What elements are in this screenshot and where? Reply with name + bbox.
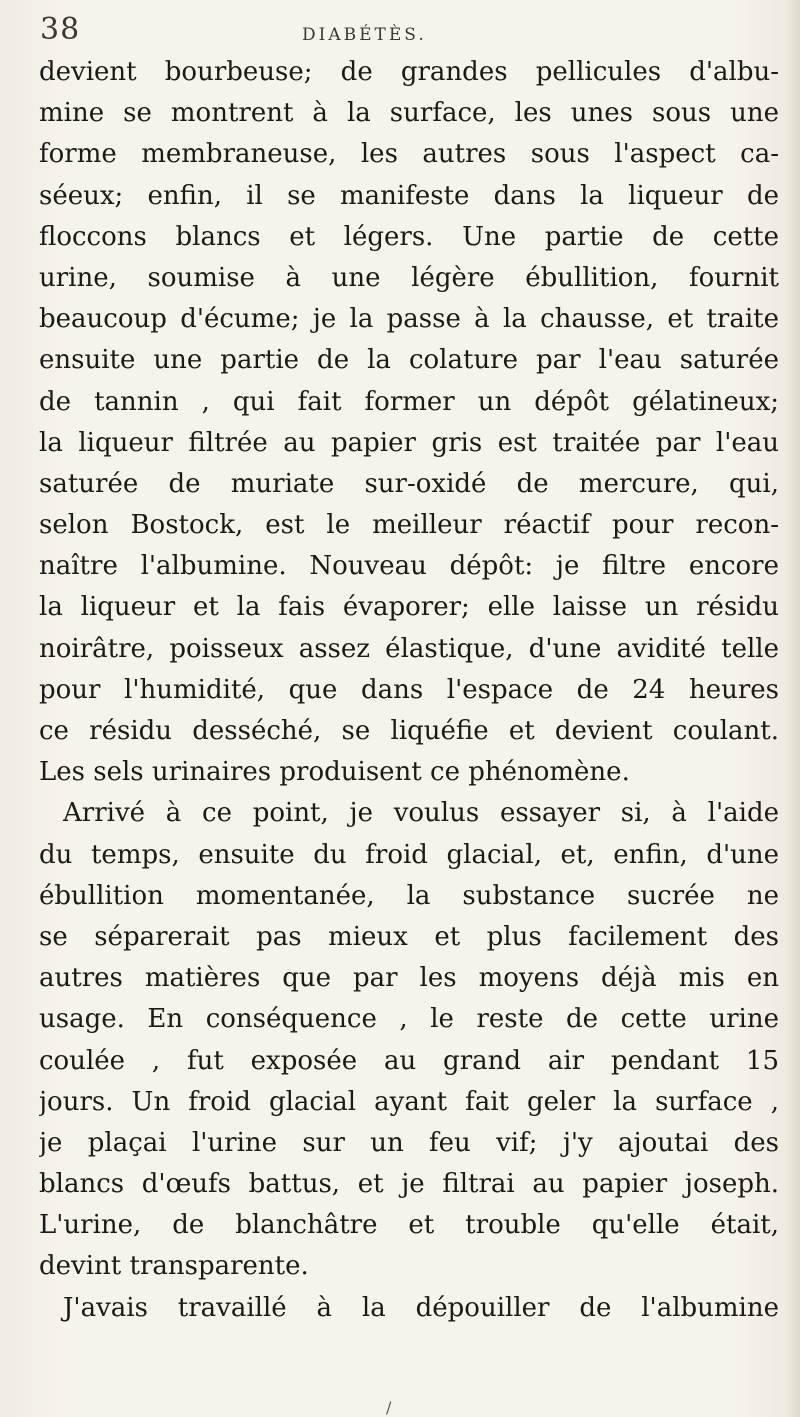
text-line: séeux; enfin, il se manifeste dans la liqueur de: [39, 180, 779, 211]
page-edge-shadow: [786, 0, 800, 1417]
text-line: ensuite une partie de la colature par l'eau saturée: [39, 345, 779, 376]
text-line: mine se montrent à la surface, les unes sous une: [39, 98, 779, 129]
text-line: selon Bostock, est le meilleur réactif pour recon-: [39, 510, 779, 541]
paragraph-start-line: Arrivé à ce point, je voulus essayer si, à l'aide: [63, 798, 779, 829]
text-line: Les sels urinaires produisent ce phénomène.: [39, 757, 630, 788]
text-line: saturée de muriate sur-oxidé de mercure, qui,: [39, 468, 779, 499]
text-line: du temps, ensuite du froid glacial, et, enfin, d'une: [39, 839, 779, 870]
text-line: beaucoup d'écume; je la passe à la chausse, et traite: [39, 304, 779, 335]
running-head: DIABÉTÈS.: [302, 25, 427, 45]
text-line: ce résidu desséché, se liquéfie et devient coulant.: [39, 716, 779, 746]
text-line: devint transparente.: [39, 1251, 309, 1282]
page-number: 38: [40, 12, 81, 47]
text-line: la liqueur et la fais évaporer; elle laisse un résidu: [39, 592, 779, 623]
text-line: de tannin , qui fait former un dépôt gélatineux;: [39, 386, 779, 417]
text-line: naître l'albumine. Nouveau dépôt: je filtre encore: [39, 551, 779, 582]
text-line: blancs d'œufs battus, et je filtrai au papier joseph.: [39, 1169, 779, 1200]
text-line: noirâtre, poisseux assez élastique, d'une avidité telle: [39, 633, 779, 664]
text-line: se séparerait pas mieux et plus facilement des: [39, 921, 779, 952]
paragraph-start-line: J'avais travaillé à la dépouiller de l'albumine: [63, 1292, 779, 1323]
text-line: L'urine, de blanchâtre et trouble qu'elle était,: [39, 1210, 779, 1241]
page-header: [40, 12, 780, 52]
text-line: je plaçai l'urine sur un feu vif; j'y ajoutai des: [39, 1127, 779, 1158]
text-line: pour l'humidité, que dans l'espace de 24 heures: [39, 674, 779, 705]
text-line: devient bourbeuse; de grandes pellicules d'albu-: [39, 57, 779, 87]
body-text: [39, 52, 779, 1329]
text-line: forme membraneuse, les autres sous l'aspect ca-: [39, 139, 779, 170]
footer-mark: /: [386, 1398, 392, 1417]
text-line: floccons blancs et légers. Une partie de cette: [39, 221, 779, 252]
text-line: coulée , fut exposée au grand air pendant 15: [39, 1045, 779, 1076]
text-line: ébullition momentanée, la substance sucrée ne: [39, 880, 779, 911]
text-line: jours. Un froid glacial ayant fait geler la surface ,: [39, 1086, 779, 1117]
text-line: urine, soumise à une légère ébullition, fournit: [39, 262, 779, 293]
text-line: la liqueur filtrée au papier gris est traitée par l'eau: [39, 427, 779, 458]
text-line: autres matières que par les moyens déjà mis en: [39, 963, 779, 994]
text-line: usage. En conséquence , le reste de cette urine: [39, 1004, 779, 1035]
